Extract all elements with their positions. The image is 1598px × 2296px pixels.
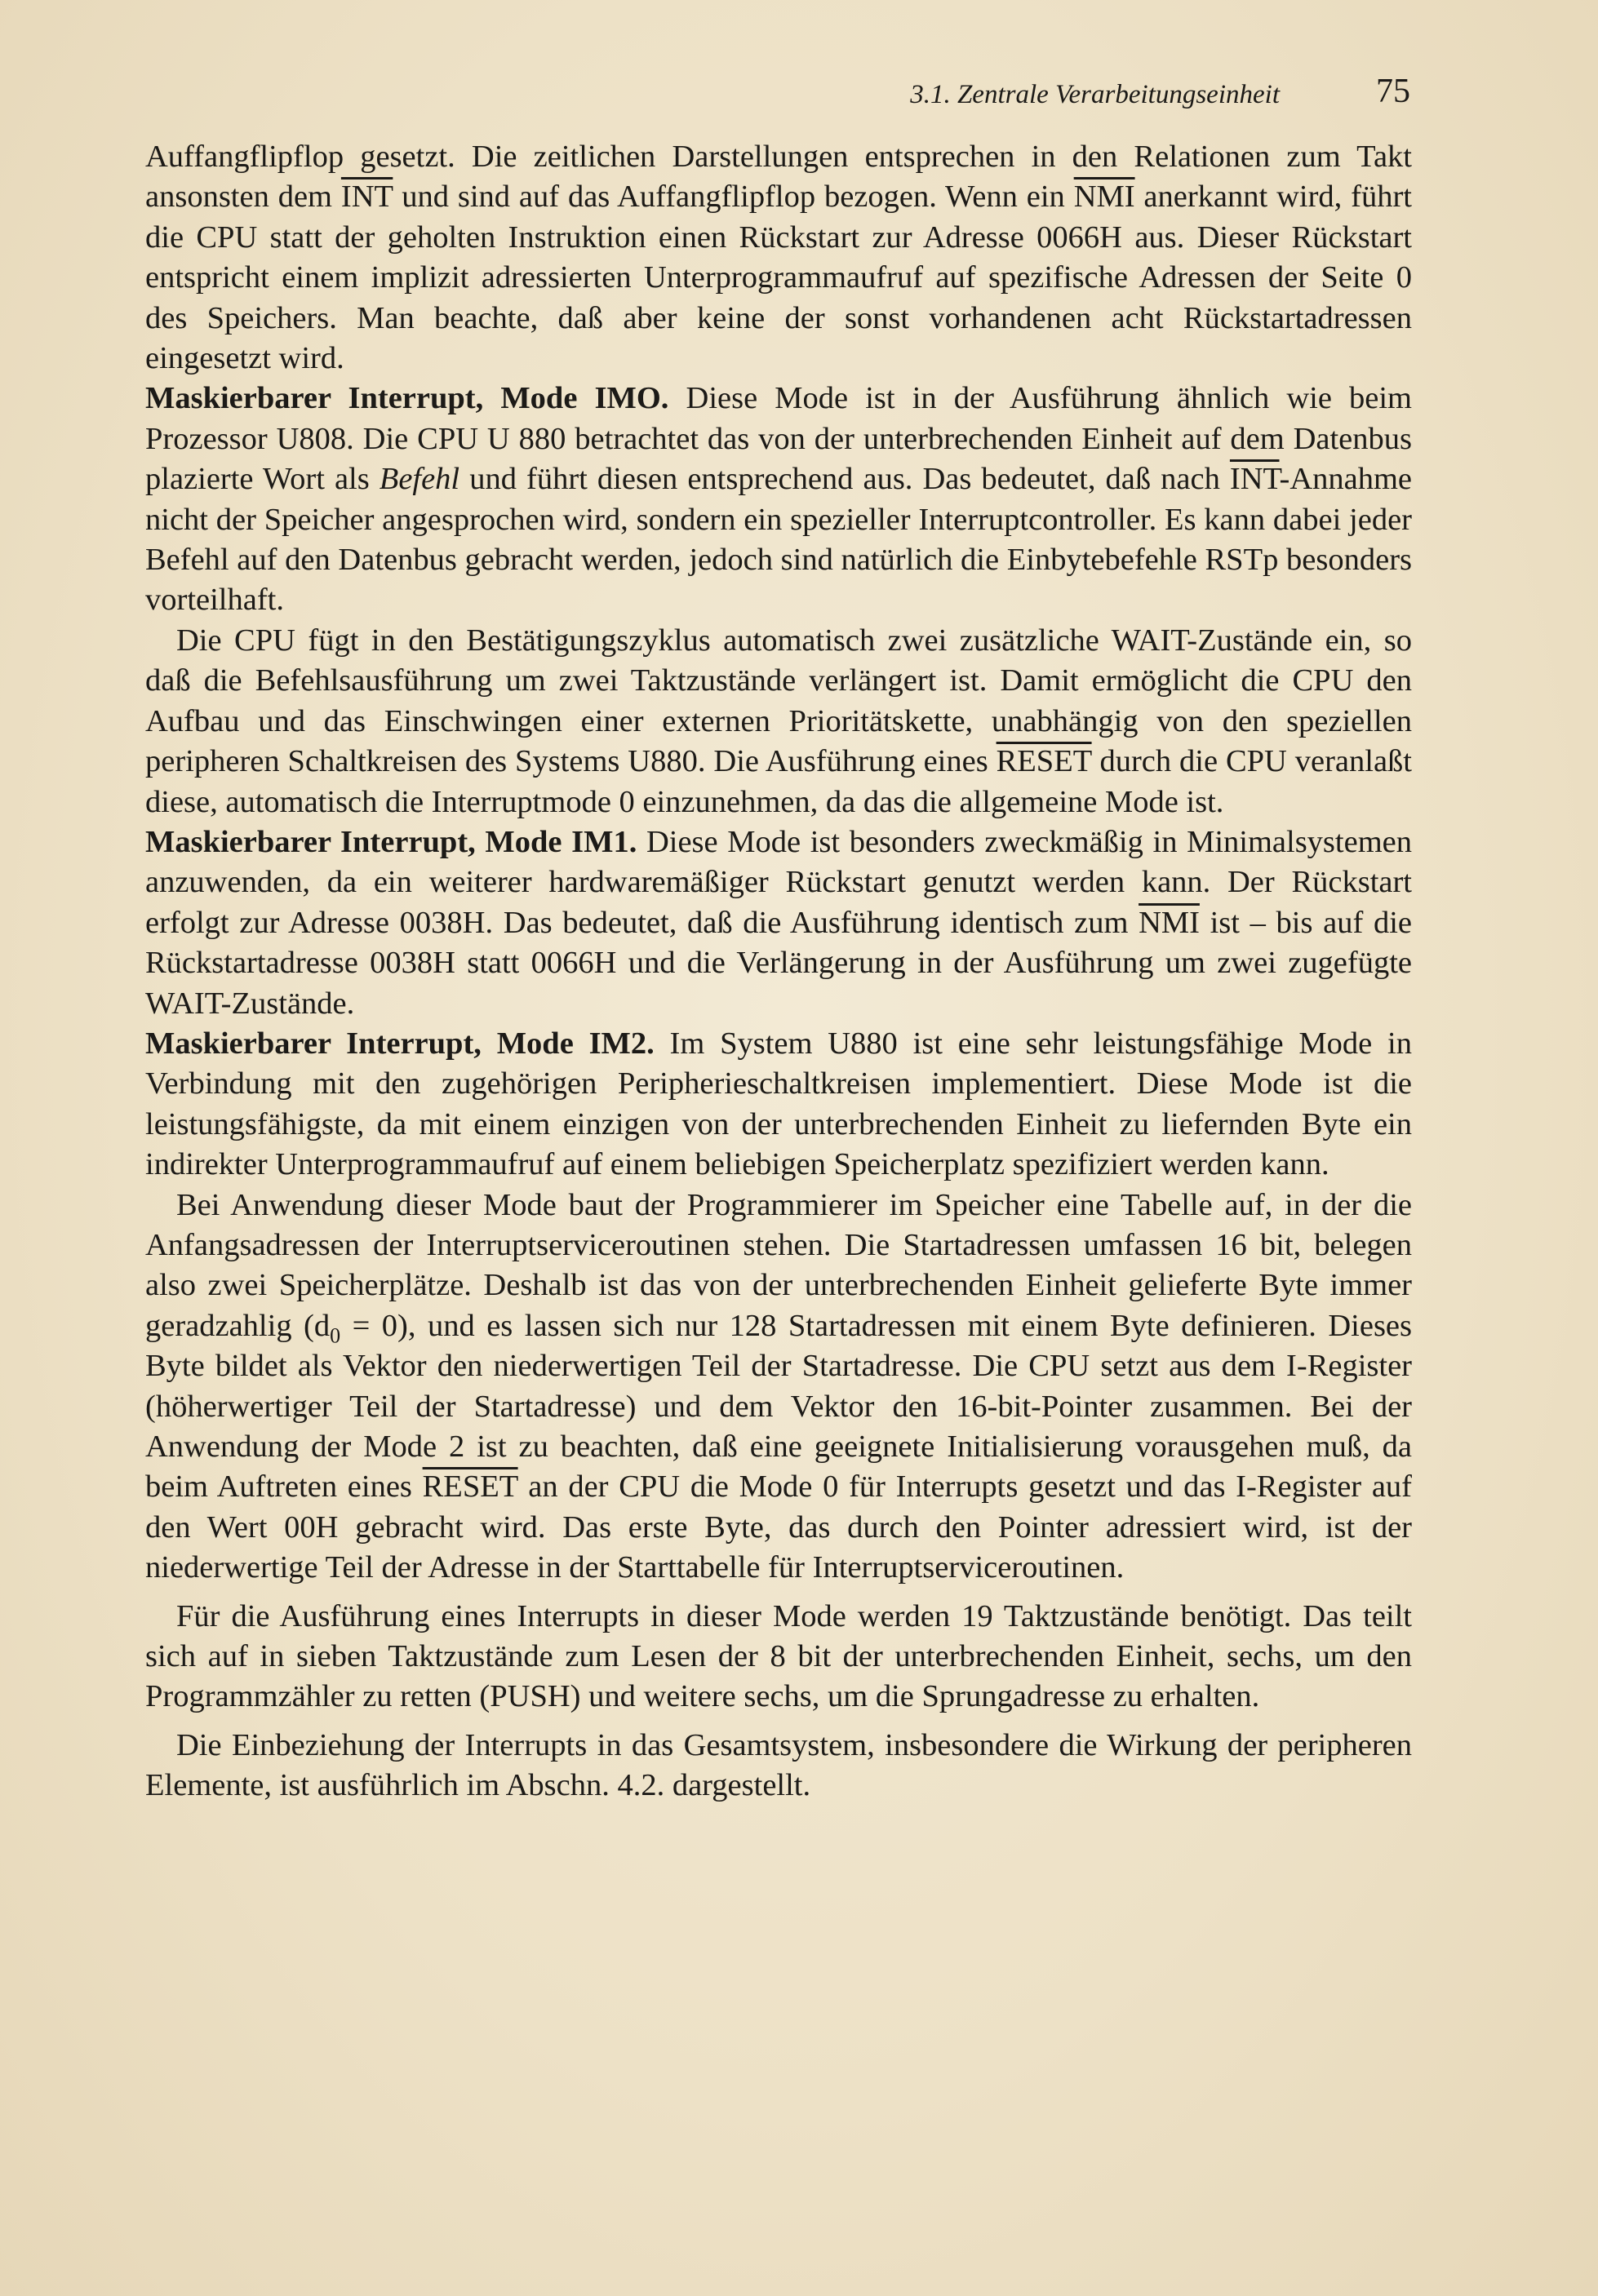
signal-nmi: $\overline{NMI}$ <box>1139 905 1200 940</box>
signal-int: $\overline{INT}$ <box>340 180 393 215</box>
text-run: und sind auf das Auffangflipflop bezogen. Wenn ein <box>393 180 1074 215</box>
text-run: -Annahme nicht der Speicher angesprochen wird, sondern ein spezieller Interruptcontroller. Es kann dabei jeder Befehl auf den Datenbus gebracht werden, jedoch sind natürlich die Einbytebefehle RSTp besonders vorteilhaft. <box>145 462 1413 618</box>
text-run: anerkannt wird, führt die CPU statt der geholten Instruktion einen Rückstart zur Adresse 0066H aus. Dieser Rückstart entspricht einem implizit adressierten Unterprogrammaufruf auf spezifische Adressen der Seite 0 des Speichers. Man beachte, daß aber keine der sonst vorhandenen acht Rückstartadressen eingesetzt wird. <box>145 180 1412 376</box>
section-heading-im1: Maskierbarer Interrupt, Mode IM1. <box>145 824 637 859</box>
paragraph-4 <box>145 822 1412 1024</box>
text-run: und führt diesen entsprechend aus. Das bedeutet, daß nach <box>459 462 1230 497</box>
text-run: Die Einbeziehung der Interrupts in das Gesamtsystem, insbesondere die Wirkung der peripheren Elemente, ist ausführlich im Abschn. 4.2. dargestellt. <box>145 1727 1412 1803</box>
paragraph-2 <box>145 379 1412 620</box>
text-run: Für die Ausführung eines Interrupts in dieser Mode werden 19 Taktzustände benötigt. Das teilt sich auf in sieben Taktzustände zum Lesen der 8 bit der unterbrechenden Einheit, sechs, um den Programmzähler zu retten (PUSH) und weitere sechs, um die Sprungadresse zu erhalten. <box>145 1598 1412 1714</box>
page-number: 75 <box>1376 73 1410 110</box>
section-heading-im2: Maskierbarer Interrupt, Mode IM2. <box>145 1026 655 1061</box>
text-run: durch die CPU veranlaßt diese, automatisch die Interruptmode 0 einzunehmen, da das die allgemeine Mode ist. <box>145 744 1412 819</box>
paragraph-1 <box>145 137 1412 379</box>
running-header <box>147 72 1410 113</box>
signal-reset: RESET <box>996 744 1092 779</box>
section-heading-im0: Maskierbarer Interrupt, Mode IMO. <box>145 381 669 416</box>
paragraph-5 <box>145 1024 1412 1186</box>
emphasis-befehl: Befehl <box>379 462 460 497</box>
running-title: 3.1. Zentrale Verarbeitungseinheit <box>910 80 1280 109</box>
signal-int: $\overline{INT}$ <box>1229 462 1280 497</box>
paragraph-7 <box>145 1597 1412 1718</box>
body-text <box>145 137 1412 1806</box>
signal-reset: RESET <box>422 1469 518 1505</box>
text-run: Diese Mode ist besonders zweckmäßig in Minimalsystemen anzuwenden, da ein weiterer hardwaremäßiger Rückstart genutzt werden kann. Der Rückstart erfolgt zur Adresse 0038H. Das bedeutet, daß die Ausführung identisch zum <box>145 824 1412 940</box>
text-run: Die CPU fügt in den Bestätigungszyklus automatisch zwei zusätzliche WAIT-Zustände ein, so daß die Befehlsausführung um zwei Taktzustände verlängert ist. Damit ermöglicht die CPU den Aufbau und das Einschwingen einer externen Prioritätskette, unabhängig von den speziellen peripheren Schaltkreisen des Systems U880. Die Ausführung eines <box>145 623 1412 779</box>
paragraph-8 <box>145 1726 1412 1806</box>
paragraph-3 <box>145 621 1412 822</box>
subscript-zero: 0 <box>330 1323 341 1348</box>
text-run: = 0), und es lassen sich nur 128 Startadressen mit einem Byte definieren. Dieses Byte bildet als Vektor den niederwertigen Teil der Startadresse. Die CPU setzt aus dem I-Register (höherwertiger Teil der Startadresse) und dem Vektor den 16-bit-Pointer zusammen. Bei der Anwendung der Mode 2 ist zu beachten, daß eine geeignete Initialisierung vorausgehen muß, da beim Auftreten eines <box>145 1308 1413 1505</box>
text-run: an der CPU die Mode 0 für Interrupts gesetzt und das I-Register auf den Wert 00H gebracht wird. Das erste Byte, das durch den Pointer adressiert wird, ist der niederwertige Teil der Adresse in der Starttabelle für Interruptserviceroutinen. <box>145 1469 1412 1585</box>
text-run: ist – bis auf die Rückstartadresse 0038H statt 0066H und die Verlängerung in der Ausführung um zwei zugefügte WAIT-Zustände. <box>145 905 1413 1021</box>
paragraph-6 <box>145 1186 1412 1589</box>
text-run: Im System U880 ist eine sehr leistungsfähige Mode in Verbindung mit den zugehörigen Peripherieschaltkreisen implementiert. Diese Mode ist die leistungsfähigste, da mit einem einzigen von der unterbrechenden Einheit zu liefernden Byte ein indirekter Unterprogrammaufruf auf einem beliebigen Speicherplatz spezifiziert werden kann. <box>145 1026 1412 1182</box>
text-run: Diese Mode ist in der Ausführung ähnlich wie beim Prozessor U808. Die CPU U 880 betrachtet das von der unterbrechenden Einheit auf dem Datenbus plazierte Wort als <box>145 381 1413 497</box>
text-run: Auffangflipflop gesetzt. Die zeitlichen Darstellungen entsprechen in den Relationen zum Takt ansonsten dem <box>145 140 1412 215</box>
signal-nmi: $\overline{NMI}$ <box>1073 180 1135 215</box>
text-run: Bei Anwendung dieser Mode baut der Programmierer im Speicher eine Tabelle auf, in der die Anfangsadressen der Interruptserviceroutinen stehen. Die Startadressen umfassen 16 bit, belegen also zwei Speicherplätze. Deshalb ist das von der unterbrechenden Einheit gelieferte Byte immer geradzahlig (d <box>145 1187 1412 1343</box>
